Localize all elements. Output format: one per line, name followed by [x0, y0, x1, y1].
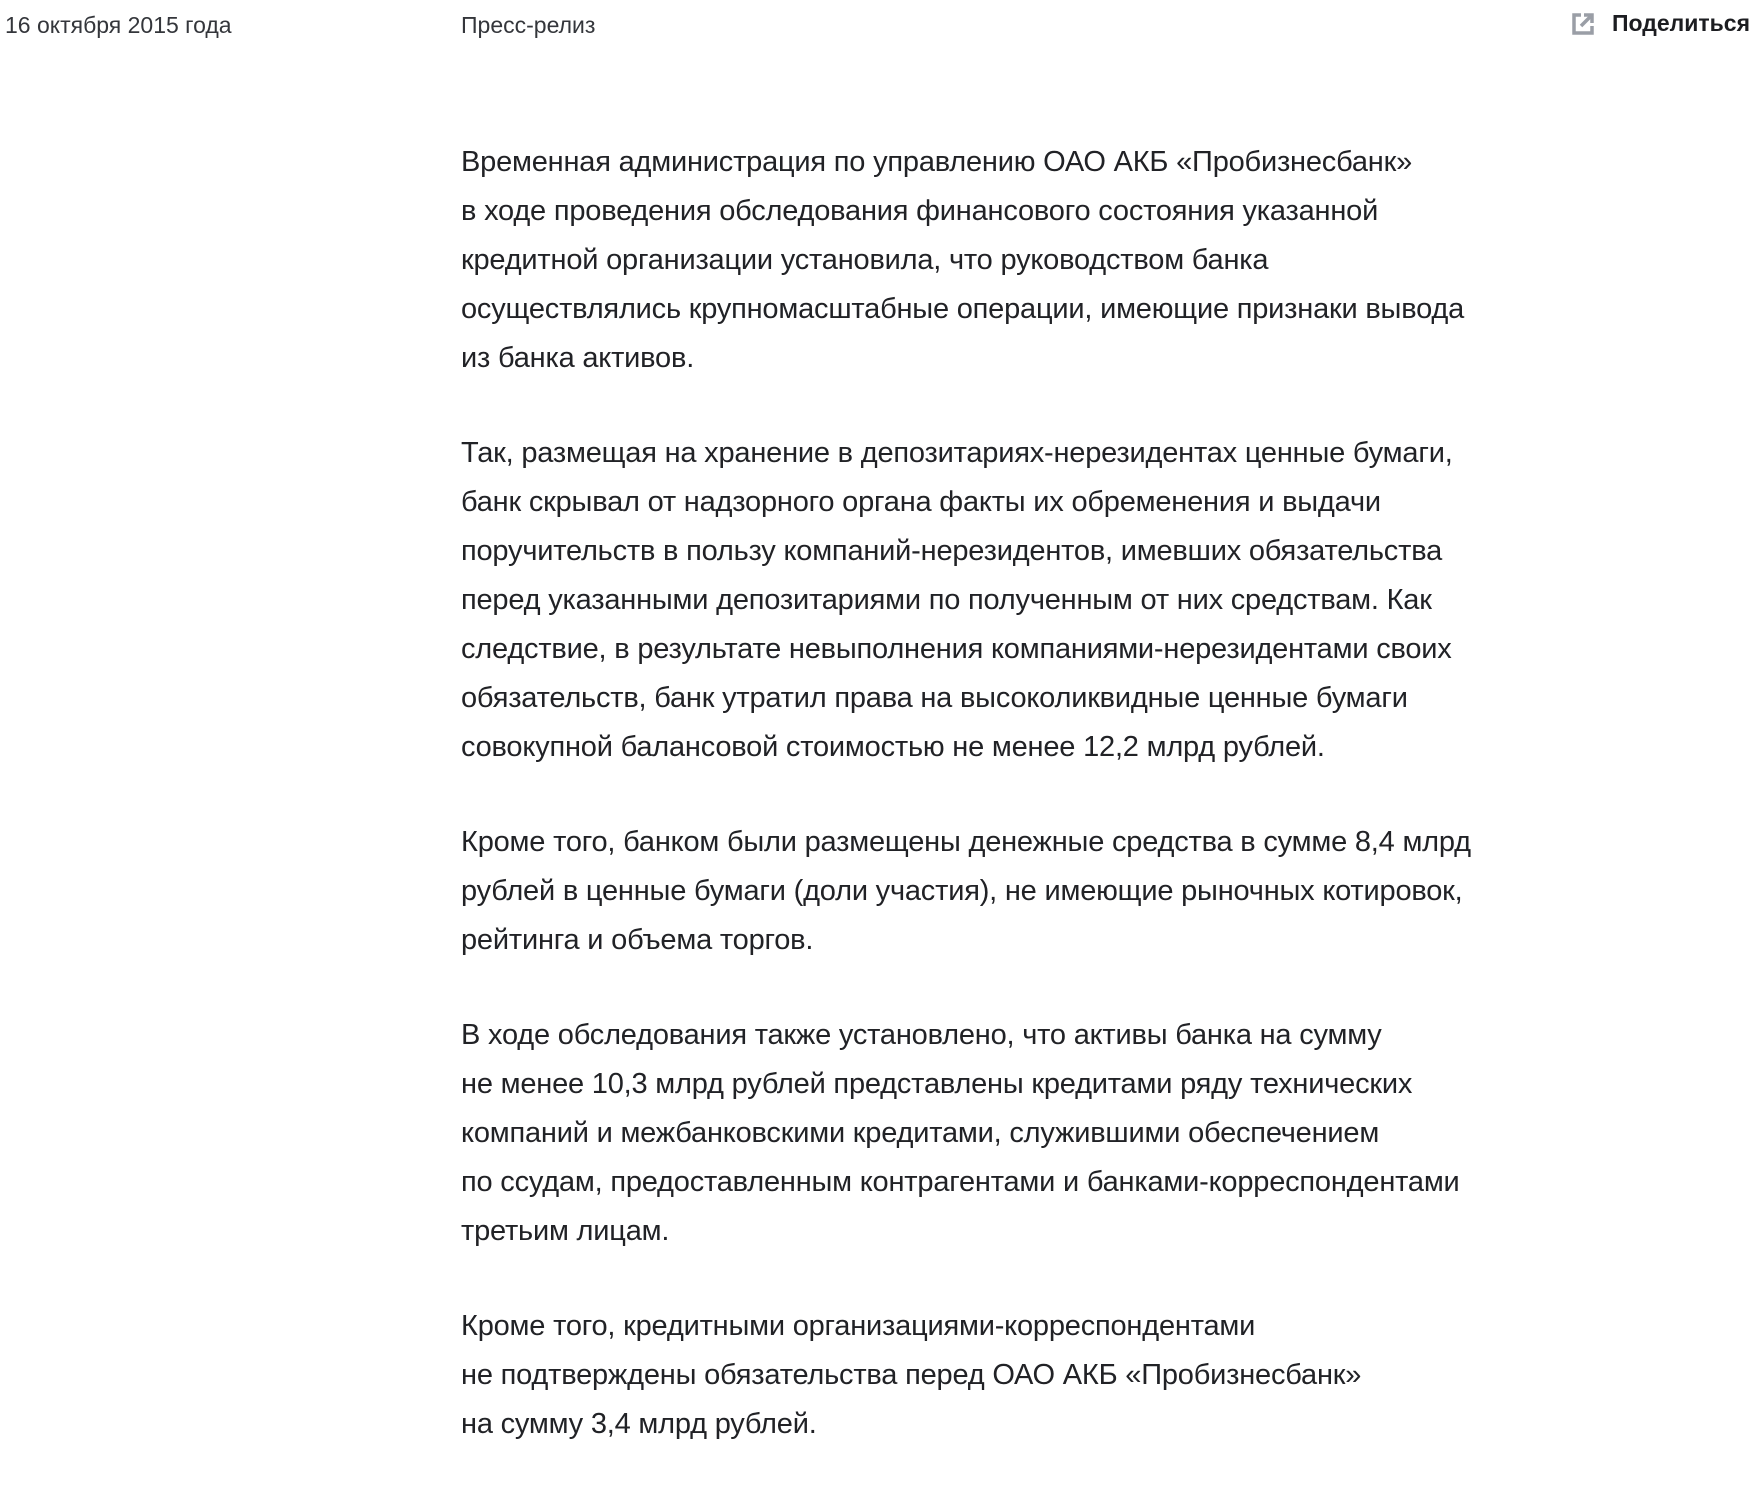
- paragraph-line: из банка активов.: [461, 342, 695, 374]
- paragraph-line: по ссудам, предоставленным контрагентами и банками-корреспондентами: [461, 1166, 1460, 1198]
- document-type: Пресс-релиз: [461, 12, 596, 38]
- paragraph-line: поручительств в пользу компаний-нерезидентов, имевших обязательства: [461, 535, 1442, 567]
- article-paragraph: [461, 429, 1601, 772]
- paragraph-line: перед указанными депозитариями по полученным от них средствам. Как: [461, 584, 1432, 616]
- paragraph-line: обязательств, банк утратил права на высоколиквидные ценные бумаги: [461, 682, 1408, 714]
- paragraph-line: на сумму 3,4 млрд рублей.: [461, 1408, 817, 1440]
- paragraph-line: третьим лицам.: [461, 1215, 670, 1247]
- external-link-icon: [1572, 13, 1594, 35]
- paragraph-line: осуществлялись крупномасштабные операции, имеющие признаки вывода: [461, 293, 1465, 325]
- article-paragraph: [461, 138, 1601, 383]
- share-button[interactable]: [1572, 10, 1750, 37]
- article-paragraph: [461, 818, 1601, 965]
- publication-date: 16 октября 2015 года: [5, 12, 232, 38]
- paragraph-line: Кроме того, банком были размещены денежные средства в сумме 8,4 млрд: [461, 826, 1471, 858]
- paragraph-line: рейтинга и объема торгов.: [461, 924, 814, 956]
- paragraph-line: В ходе обследования также установлено, что активы банка на сумму: [461, 1019, 1382, 1051]
- paragraph-line: компаний и межбанковскими кредитами, служившими обеспечением: [461, 1117, 1380, 1149]
- paragraph-line: не подтверждены обязательства перед ОАО АКБ «Пробизнесбанк»: [461, 1359, 1362, 1391]
- paragraph-line: банк скрывал от надзорного органа факты их обременения и выдачи: [461, 486, 1381, 518]
- paragraph-line: следствие, в результате невыполнения компаниями-нерезидентами своих: [461, 633, 1452, 665]
- paragraph-line: в ходе проведения обследования финансового состояния указанной: [461, 195, 1379, 227]
- paragraph-line: совокупной балансовой стоимостью не менее 12,2 млрд рублей.: [461, 731, 1325, 763]
- share-label: Поделиться: [1611, 10, 1750, 36]
- paragraph-line: кредитной организации установила, что руководством банка: [461, 244, 1269, 276]
- paragraph-line: рублей в ценные бумаги (доли участия), не имеющие рыночных котировок,: [461, 875, 1463, 907]
- article-paragraph: [461, 1011, 1601, 1256]
- article-paragraph: [461, 1302, 1601, 1449]
- paragraph-line: Так, размещая на хранение в депозитариях-нерезидентах ценные бумаги,: [461, 437, 1453, 469]
- article-body: [461, 138, 1601, 1495]
- paragraph-line: Кроме того, кредитными организациями-корреспондентами: [461, 1310, 1256, 1342]
- paragraph-line: не менее 10,3 млрд рублей представлены кредитами ряду технических: [461, 1068, 1413, 1100]
- paragraph-line: Временная администрация по управлению ОАО АКБ «Пробизнесбанк»: [461, 146, 1413, 178]
